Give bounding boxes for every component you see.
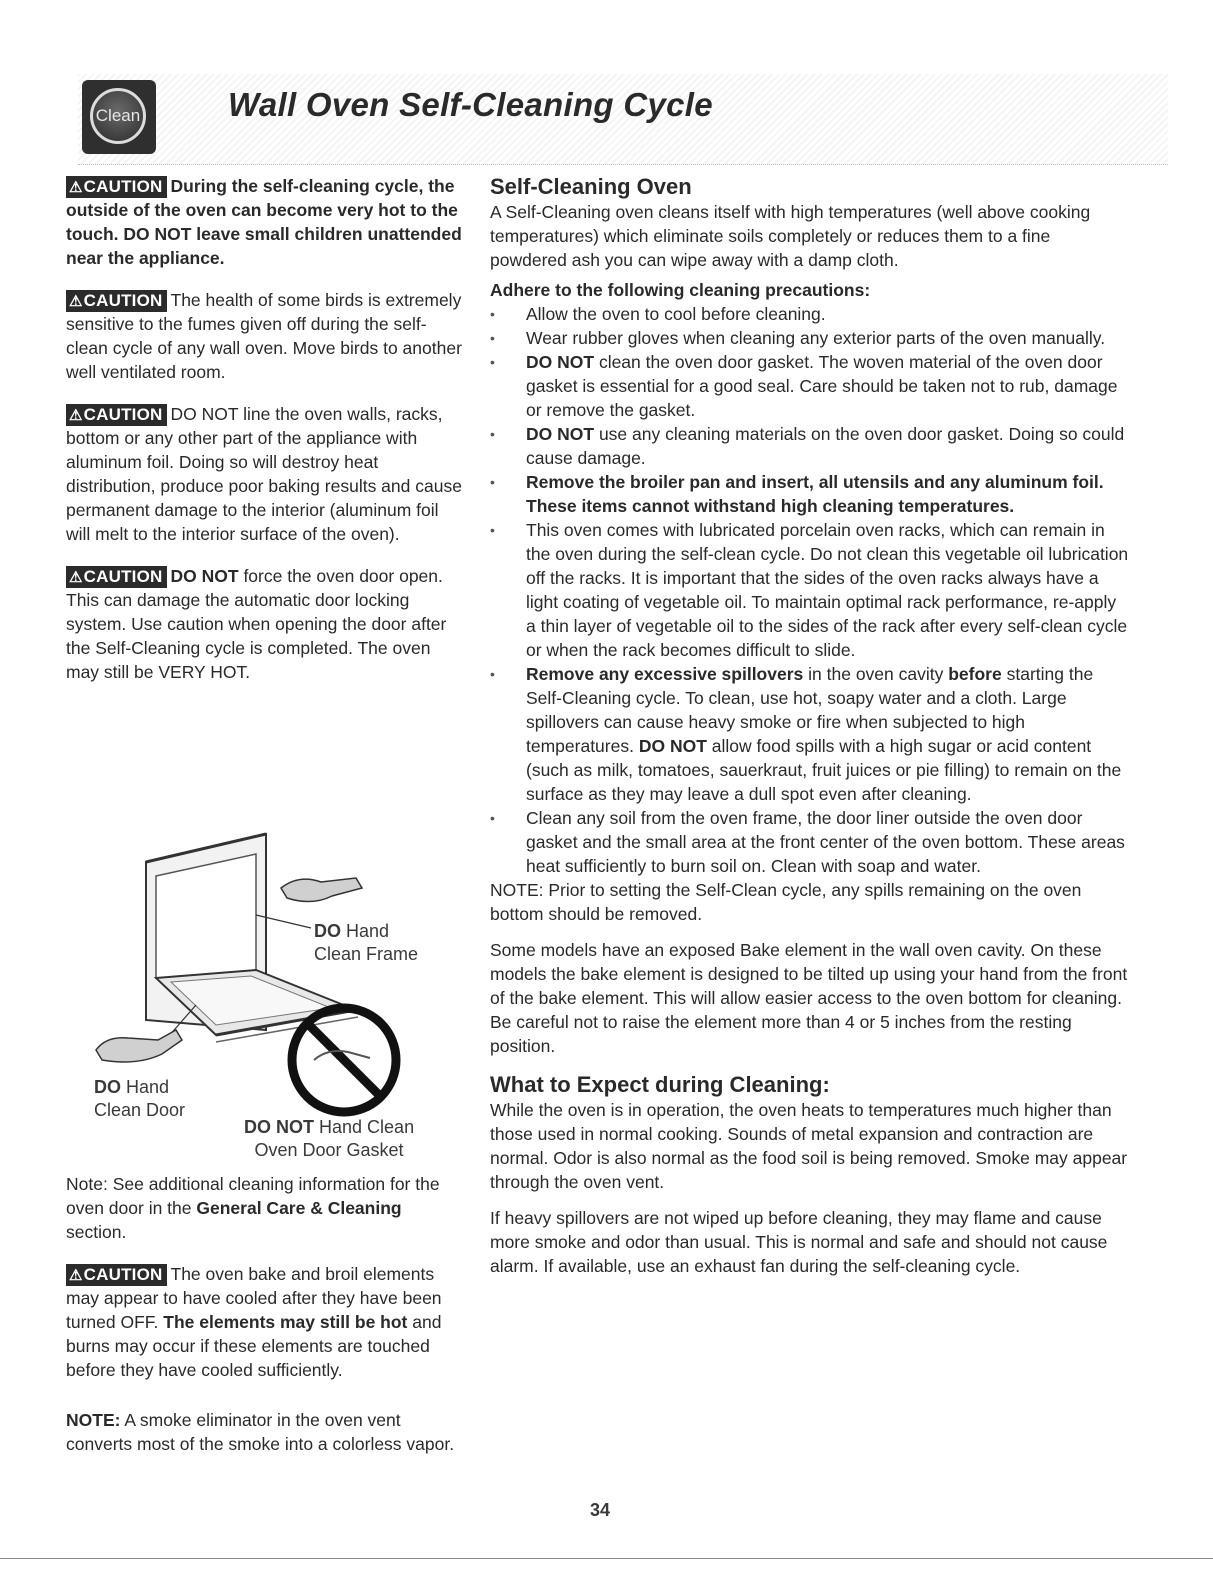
right-column <box>490 174 1130 1278</box>
caution-4-text: force the oven door open. This can damage the automatic door locking system. Use caution when opening the door after the Self-Cleaning cycle is completed. The oven may still be VERY HOT. <box>66 566 447 682</box>
caution-label: CAUTION <box>83 177 163 196</box>
caution-5-text: The oven bake and broil elements may appear to have cooled after they have been turned OFF. <box>66 1264 442 1332</box>
caution-badge <box>66 404 167 426</box>
warning-triangle-icon: ⚠ <box>69 1267 83 1284</box>
bullet-7-bold-3: DO NOT <box>638 736 707 756</box>
bullet-7-text-2: starting the Self-Cleaning cycle. To clean, use hot, soapy water and a cloth. Large spillovers can cause heavy smoke or fire when subjected to high temperatures. <box>526 664 1094 756</box>
note-prior-to-self-clean: NOTE: Prior to setting the Self-Clean cycle, any spills remaining on the oven bottom should be removed. <box>490 880 1082 924</box>
precautions-list <box>490 302 1130 878</box>
page-title: Wall Oven Self-Cleaning Cycle <box>228 86 713 123</box>
caution-5-end: and burns may occur if these elements are touched before they have cooled sufficiently. <box>66 1312 442 1380</box>
label-frame-rest: Hand <box>346 921 390 941</box>
caution-2-text: The health of some birds is extremely sensitive to the fumes given off during the self-clean cycle of any wall oven. Move birds to another well ventilated room. <box>66 290 462 382</box>
caution-block-2 <box>66 288 466 384</box>
heading-what-to-expect: What to Expect during Cleaning: <box>490 1072 830 1097</box>
label-hand-clean-door <box>94 1076 185 1122</box>
bullet-5-text: Remove the broiler pan and insert, all utensils and any aluminum foil. These items cannot withstand high cleaning temperatures. <box>526 472 1104 516</box>
caution-block-5 <box>66 1262 466 1382</box>
bullet-3-text: clean the oven door gasket. The woven material of the oven door gasket is essential for a good seal. Care should be taken not to rub, damage or remove the gasket. <box>526 352 1118 420</box>
note-1-text: Note: See additional cleaning information for the oven door in the <box>66 1174 440 1218</box>
bullet-3-bold: DO NOT <box>526 352 595 372</box>
label-door-line2: Clean Door <box>94 1100 186 1120</box>
caution-badge <box>66 566 167 588</box>
bullet-7-text-3: allow food spills with a high sugar or acid content (such as milk, tomatoes, sauerkraut, fruit juices or pie filling) to remain on the surface as they may leave a dull spot even after cleaning. <box>526 736 1122 804</box>
bullet-7-bold-2: before <box>948 664 1002 684</box>
label-do-not-clean-gasket <box>244 1116 414 1162</box>
bullet-4-bold: DO NOT <box>526 424 595 444</box>
list-item <box>490 806 1130 878</box>
list-item <box>490 662 1130 806</box>
precautions-heading: Adhere to the following cleaning precautions: <box>490 280 871 300</box>
label-door-rest: Hand <box>126 1077 170 1097</box>
clean-icon-label: Clean <box>90 88 146 144</box>
warning-triangle-icon: ⚠ <box>69 293 83 310</box>
left-column <box>66 174 466 702</box>
label-hand-clean-frame <box>314 920 418 966</box>
caution-block-4 <box>66 564 466 684</box>
warning-triangle-icon: ⚠ <box>69 569 83 586</box>
label-gasket-line2: Oven Door Gasket <box>254 1140 404 1160</box>
caution-label: CAUTION <box>83 1265 163 1284</box>
note-2-bold: NOTE: <box>66 1410 121 1430</box>
left-column-lower <box>66 1172 466 1474</box>
note-2-text: A smoke eliminator in the oven vent converts most of the smoke into a colorless vapor. <box>66 1410 455 1454</box>
warning-triangle-icon: ⚠ <box>69 407 83 424</box>
expect-paragraph-2: If heavy spillovers are not wiped up before cleaning, they may flame and cause more smoke and odor than usual. This is normal and safe and should not cause alarm. If available, use an exhaust fan during the self-cleaning cycle. <box>490 1208 1108 1276</box>
list-item <box>490 302 1130 326</box>
bullet-7-text-1: in the oven cavity <box>808 664 944 684</box>
clean-icon <box>82 80 156 154</box>
bullet-6-text: This oven comes with lubricated porcelain oven racks, which can remain in the oven during the self-clean cycle. Do not clean this vegetable oil lubrication off the racks. It is important that the sides of the oven racks always have a light coating of vegetable oil. To maintain optimal rack performance, re-apply a thin layer of vegetable oil to the sides of the rack after every self-clean cycle or when the rack becomes difficult to slide. <box>526 520 1129 660</box>
label-door-bold: DO <box>94 1077 121 1097</box>
list-item <box>490 518 1130 662</box>
caution-block-1 <box>66 174 466 270</box>
caution-4-bold: DO NOT <box>170 566 239 586</box>
note-1-bold: General Care & Cleaning <box>196 1198 402 1218</box>
note-general-care <box>66 1172 466 1244</box>
caution-1-text: During the self-cleaning cycle, the outside of the oven can become very hot to the touch. DO NOT leave small children unattended near the appliance. <box>66 176 462 268</box>
page-number: 34 <box>590 1500 611 1520</box>
list-item <box>490 422 1130 470</box>
bullet-4-text: use any cleaning materials on the oven door gasket. Doing so could cause damage. <box>526 424 1125 468</box>
caution-block-3 <box>66 402 466 546</box>
bullet-8-text: Clean any soil from the oven frame, the door liner outside the oven door gasket and the small area at the front center of the oven bottom. These areas heat sufficiently to burn soil on. Clean with soap and water. <box>526 808 1125 876</box>
expect-paragraph-1: While the oven is in operation, the oven heats to temperatures much higher than those used in normal cooking. Sounds of metal expansion and contraction are normal. Odor is also normal as the food soil is being removed. Smoke may appear through the oven vent. <box>490 1100 1128 1192</box>
intro-paragraph: A Self-Cleaning oven cleans itself with high temperatures (well above cooking temperatures) which eliminate soils completely or reduces them to a fine powdered ash you can wipe away with a damp cloth. <box>490 202 1091 270</box>
caution-label: CAUTION <box>83 405 163 424</box>
heading-self-cleaning-oven: Self-Cleaning Oven <box>490 174 692 199</box>
label-frame-line2: Clean Frame <box>314 944 419 964</box>
note-1-end: section. <box>66 1222 127 1242</box>
list-item <box>490 470 1130 518</box>
bullet-7-bold-1: Remove any excessive spillovers <box>526 664 804 684</box>
label-gasket-rest: Hand Clean <box>319 1117 415 1137</box>
caution-badge <box>66 1264 167 1286</box>
caution-label: CAUTION <box>83 291 163 310</box>
caution-badge <box>66 290 167 312</box>
footer-rule <box>0 1558 1213 1559</box>
label-gasket-bold: DO NOT <box>244 1117 314 1137</box>
oven-cleaning-illustration <box>66 820 466 1165</box>
note-smoke-eliminator <box>66 1408 466 1456</box>
label-frame-bold: DO <box>314 921 341 941</box>
caution-3-text: DO NOT line the oven walls, racks, bottom or any other part of the appliance with aluminum foil. Doing so will destroy heat distribution, produce poor baking results and cause permanent damage to the interior (aluminum foil will melt to the interior surface of the oven). <box>66 404 462 544</box>
warning-triangle-icon: ⚠ <box>69 179 83 196</box>
bake-element-paragraph: Some models have an exposed Bake element in the wall oven cavity. On these models the bake element is designed to be tilted up using your hand from the front of the bake element. This will allow easier access to the oven bottom for cleaning. Be careful not to raise the element more than 4 or 5 inches from the resting position. <box>490 940 1128 1056</box>
caution-badge <box>66 176 167 198</box>
bullet-1-text: Allow the oven to cool before cleaning. <box>526 304 826 324</box>
bullet-2-text: Wear rubber gloves when cleaning any exterior parts of the oven manually. <box>526 328 1106 348</box>
list-item <box>490 350 1130 422</box>
caution-label: CAUTION <box>83 567 163 586</box>
list-item <box>490 326 1130 350</box>
caution-5-bold: The elements may still be hot <box>163 1312 408 1332</box>
